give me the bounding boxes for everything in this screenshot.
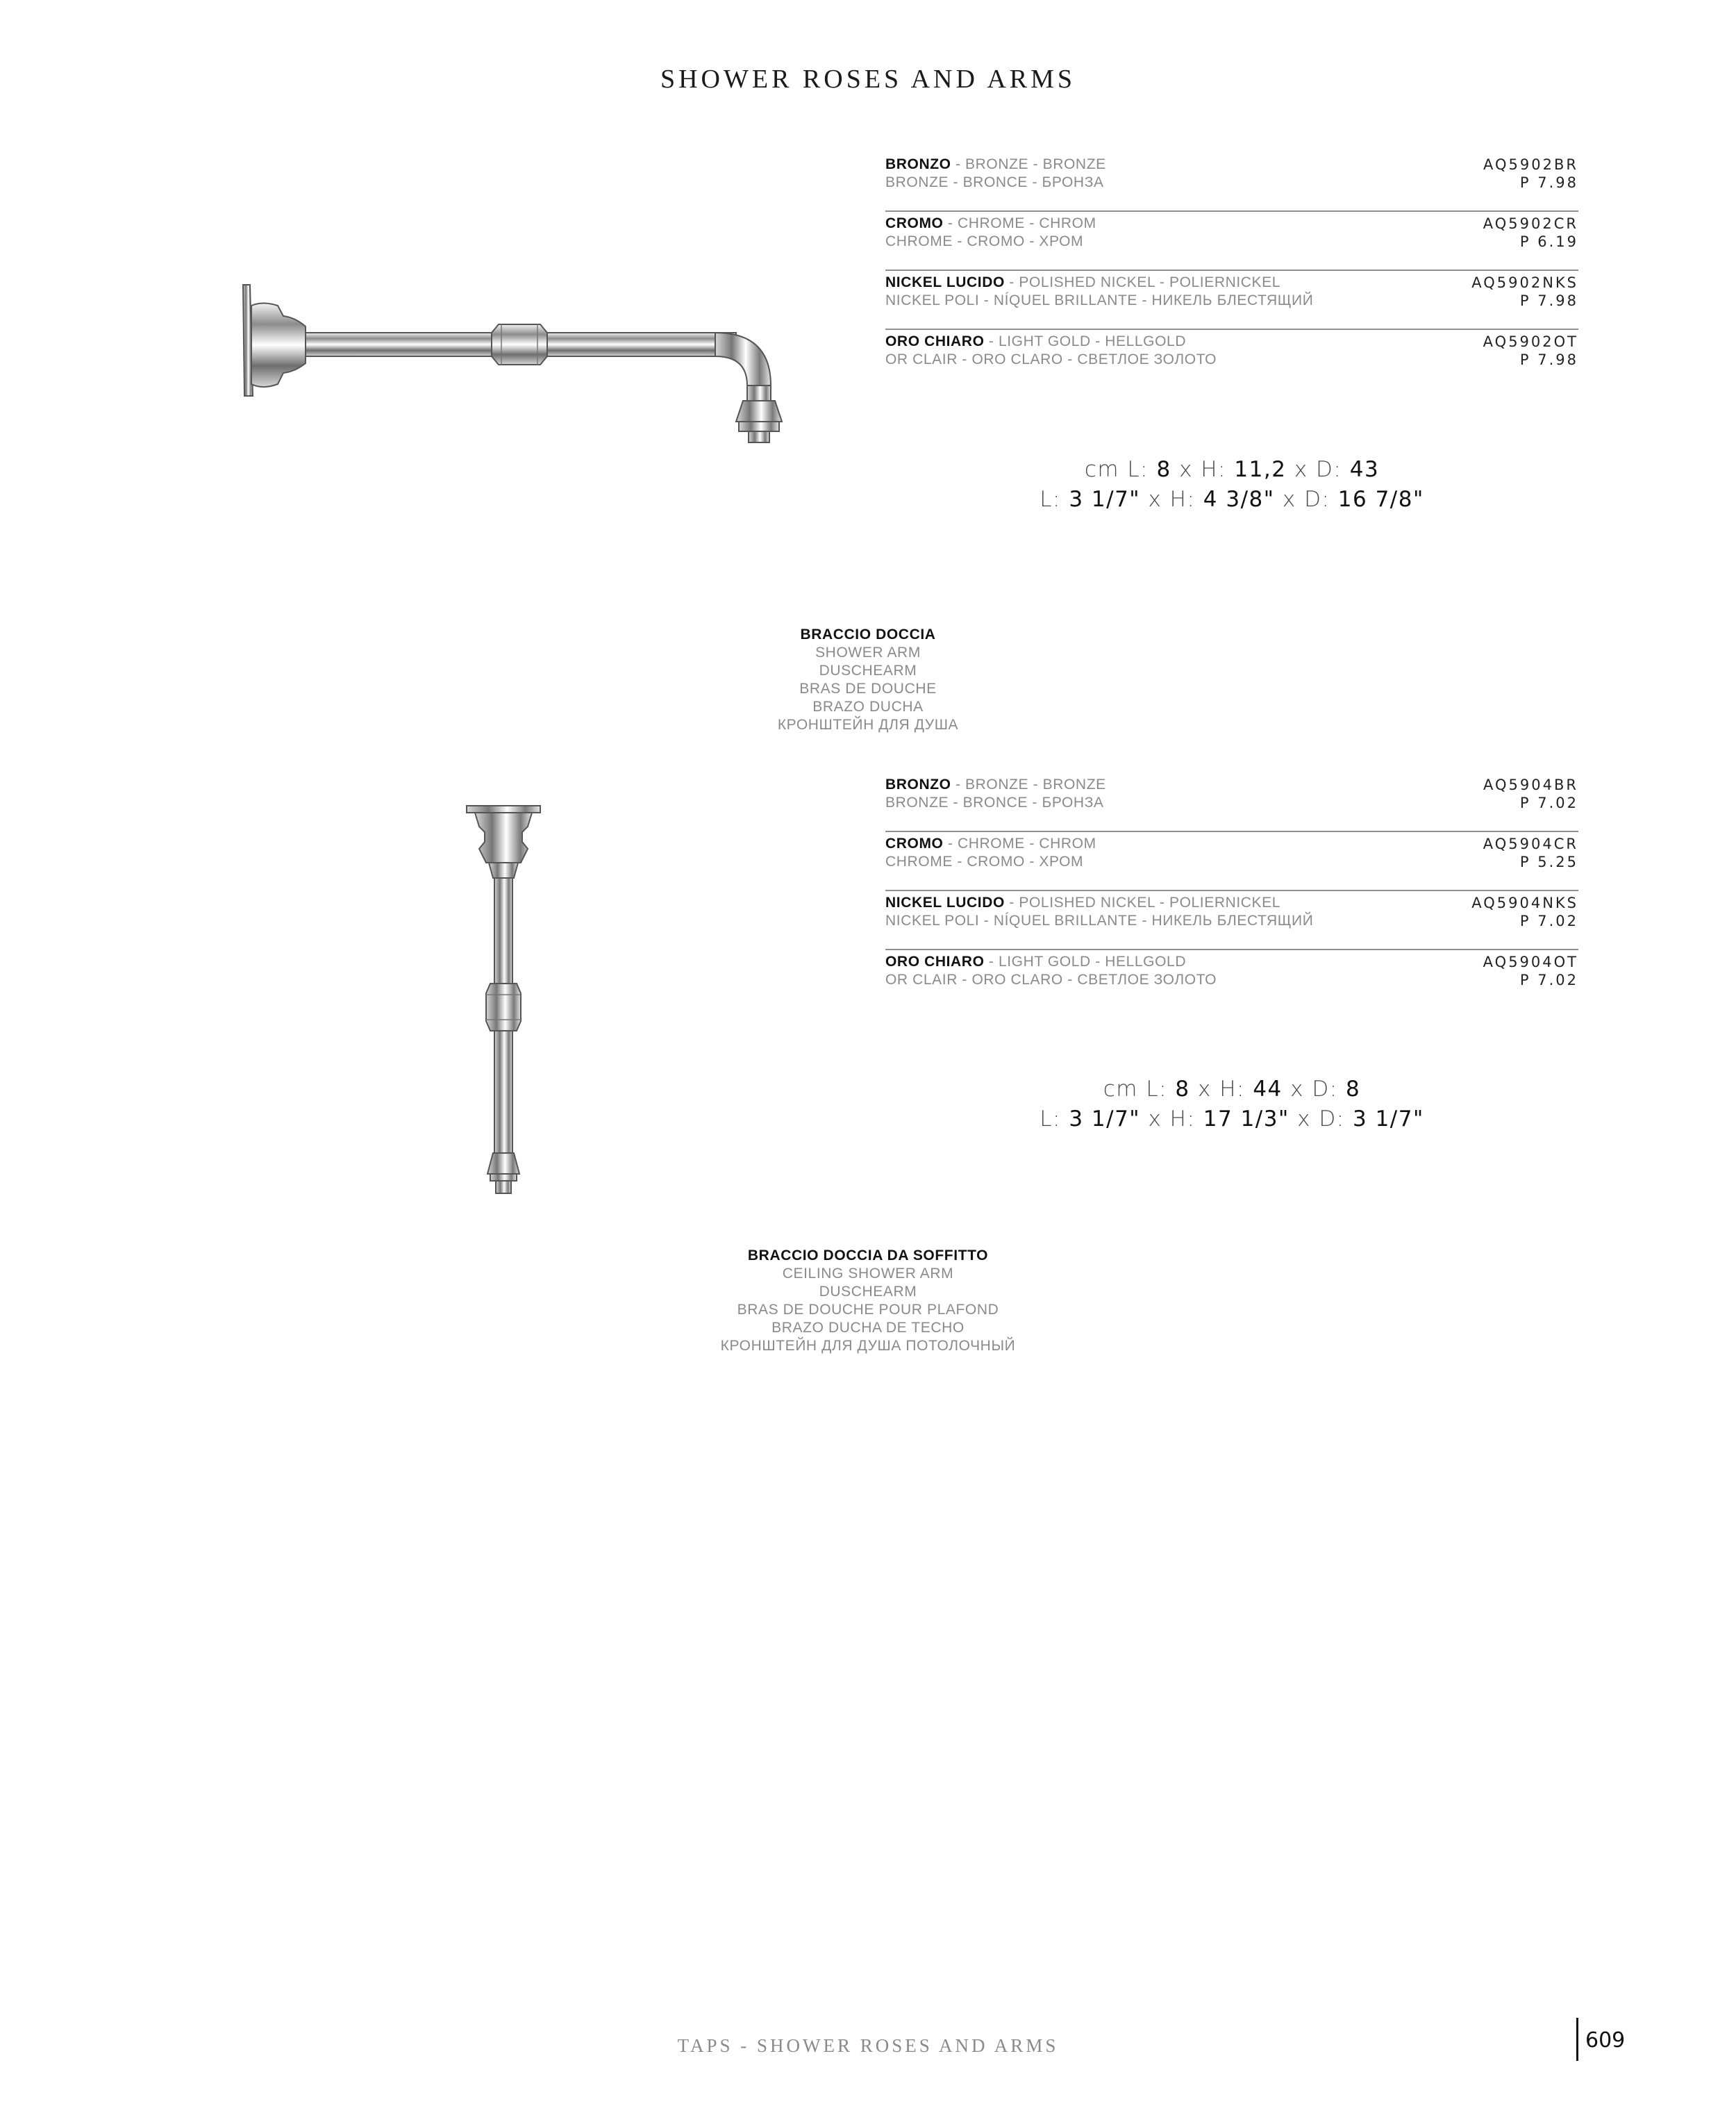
product-code: AQ5904NKS [1471,895,1578,911]
finish-translations: - BRONZE - BRONZE [951,156,1106,172]
product-name-translation: DUSCHEARM [819,1284,917,1300]
dimensions [885,455,1578,515]
dimensions-inch: L: 3 1/7" x H: 4 3/8" x D: 16 7/8" [1040,487,1424,512]
product-code: AQ5904OT [1483,954,1578,970]
product-code: AQ5904BR [1483,777,1578,793]
product-name-translation: CEILING SHOWER ARM [782,1266,954,1282]
price: P 7.98 [1519,174,1578,191]
product-name-translation: BRAS DE DOUCHE POUR PLAFOND [737,1302,999,1318]
variant-row [885,950,1578,1009]
dimensions-cm: cm L: 8 x H: 44 x D: 8 [1103,1077,1361,1102]
variant-row [885,773,1578,832]
finish-translations: - BRONZE - BRONZE [951,777,1106,793]
finish-translations: - CHROME - CHROM [943,836,1096,852]
footer-section-title: TAPS - SHOWER ROSES AND ARMS [677,2035,1059,2056]
finish-name: ORO CHIARO [885,954,985,970]
dimensions-cm: cm L: 8 x H: 11,2 x D: 43 [1084,457,1380,482]
finish-translations: - POLISHED NICKEL - POLIERNICKEL [1004,895,1281,911]
product-name-translation: BRAZO DUCHA [812,699,924,715]
variant-row [885,271,1578,330]
finish-translations-2: BRONZE - BRONCE - БРОНЗА [885,795,1104,811]
finish-translations-2: NICKEL POLI - NÍQUEL BRILLANTE - НИКЕЛЬ БЛЕСТЯЩИЙ [885,292,1314,308]
variant-row [885,891,1578,950]
finish-translations-2: BRONZE - BRONCE - БРОНЗА [885,174,1104,190]
price: P 7.98 [1519,351,1578,368]
finish-translations: - LIGHT GOLD - HELLGOLD [984,954,1187,970]
page-title: SHOWER ROSES AND ARMS [660,65,1076,94]
variant-row [885,212,1578,271]
footer-divider [1576,2018,1578,2061]
variant-row [885,330,1578,389]
finish-name: CROMO [885,836,944,852]
variant-row [885,832,1578,891]
dimensions [885,1075,1578,1134]
price: P 7.02 [1519,913,1578,929]
product-names [0,1247,1736,1355]
price: P 7.02 [1519,795,1578,811]
price: P 5.25 [1519,854,1578,870]
finish-translations-2: OR CLAIR - ORO CLARO - СВЕТЛОЕ ЗОЛОТО [885,972,1217,988]
product-name-translation: КРОНШТЕЙН ДЛЯ ДУША [777,717,959,733]
product-code: AQ5902OT [1483,333,1578,350]
finish-name: NICKEL LUCIDO [885,895,1005,911]
finish-translations: - LIGHT GOLD - HELLGOLD [984,333,1187,349]
product-code: AQ5902NKS [1471,274,1578,291]
finish-name: BRONZO [885,777,951,793]
shower-arm-image [229,274,806,458]
product-name-translation: КРОНШТЕЙН ДЛЯ ДУША ПОТОЛОЧНЫЙ [720,1338,1016,1354]
finish-name: ORO CHIARO [885,333,985,349]
variant-list [885,773,1578,1009]
product-name-main: BRACCIO DOCCIA DA SOFFITTO [747,1247,989,1263]
page-number: 609 [1585,2028,1626,2053]
finish-translations-2: CHROME - CROMO - ХРОМ [885,854,1084,870]
price: P 7.98 [1519,292,1578,309]
price: P 7.02 [1519,972,1578,988]
dimensions-inch: L: 3 1/7" x H: 17 1/3" x D: 3 1/7" [1040,1106,1424,1132]
finish-translations: - CHROME - CHROM [943,215,1096,231]
finish-name: NICKEL LUCIDO [885,274,1005,290]
variant-row [885,153,1578,212]
finish-translations-2: CHROME - CROMO - ХРОМ [885,233,1084,249]
product-name-main: BRACCIO DOCCIA [800,627,936,643]
product-code: AQ5902CR [1483,215,1578,232]
finish-translations-2: OR CLAIR - ORO CLARO - СВЕТЛОЕ ЗОЛОТО [885,351,1217,367]
product-names [0,626,1736,734]
product-code: AQ5904CR [1483,836,1578,852]
finish-translations-2: NICKEL POLI - NÍQUEL BRILLANTE - НИКЕЛЬ БЛЕСТЯЩИЙ [885,913,1314,929]
finish-name: CROMO [885,215,944,231]
ceiling-shower-arm-image [458,799,549,1202]
product-name-translation: BRAZO DUCHA DE TECHO [771,1320,965,1336]
finish-translations: - POLISHED NICKEL - POLIERNICKEL [1004,274,1281,290]
product-name-translation: BRAS DE DOUCHE [799,681,937,697]
finish-name: BRONZO [885,156,951,172]
product-name-translation: DUSCHEARM [819,663,917,679]
product-code: AQ5902BR [1483,156,1578,173]
product-name-translation: SHOWER ARM [815,645,921,661]
variant-list [885,153,1578,389]
price: P 6.19 [1519,233,1578,250]
